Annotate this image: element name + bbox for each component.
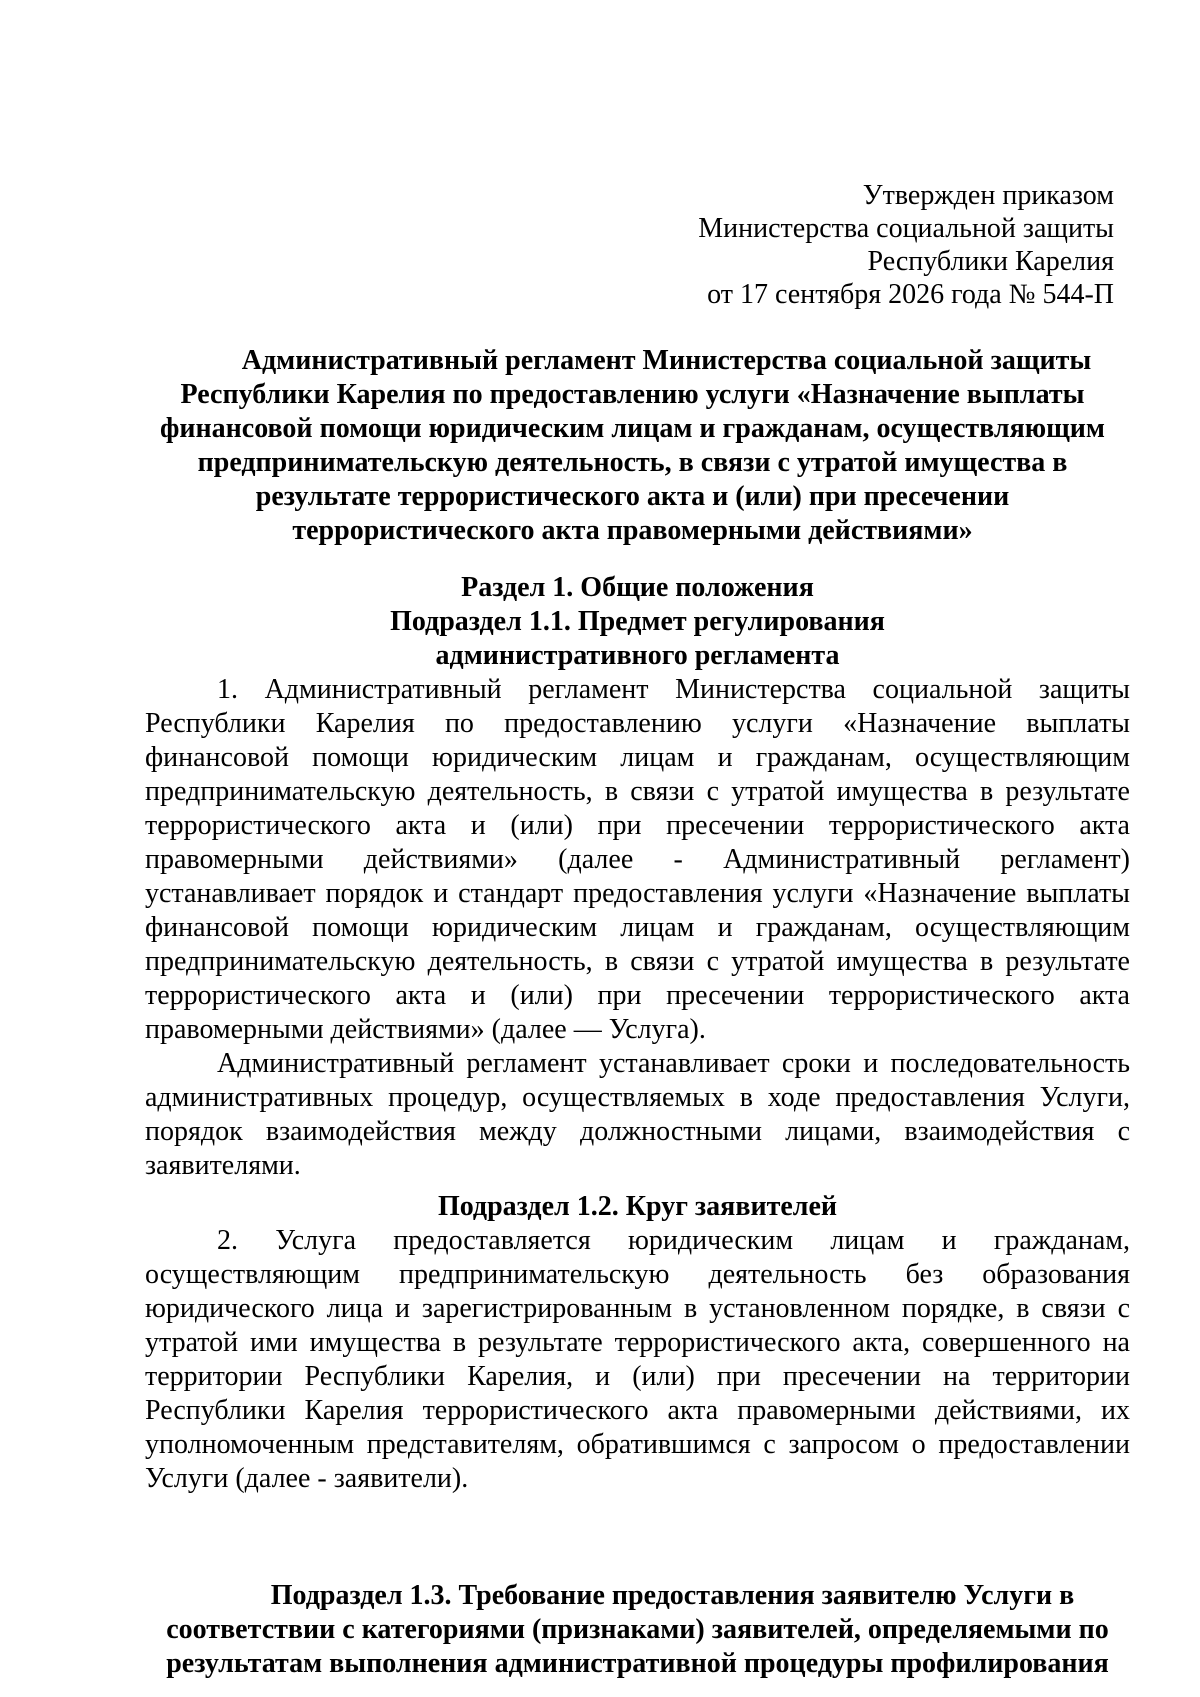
paragraph-2: 2. Услуга предоставляется юридическим лицам и гражданам, осуществляющим предпринимательскую деятельность без образования юридического лица и зарегистрированным в установленном порядке, в связи с утратой ими имущества в результате террористического акта, совершенного на территории Республики Карелия, и (или) при пресечении на территории Республики Карелия террористического акта правомерными действиями, их уполномоченным представителям, обратившимся с запросом о предоставлении Услуги (далее - заявители). xyxy=(145,1225,1130,1494)
paragraph-1-continued: Административный регламент устанавливает сроки и последовательность административных процедур, осуществляемых в ходе предоставления Услуги, порядок взаимодействия между должностными лицами, взаимодействия с заявителями. xyxy=(145,1048,1130,1181)
subsection-1-2-heading: Подраздел 1.2. Круг заявителей xyxy=(437,1191,838,1222)
subsection-1-3 xyxy=(145,1579,1130,1681)
approval-line-1: Утвержден приказом xyxy=(862,180,1114,211)
section-1-heading: Раздел 1. Общие положения xyxy=(461,572,814,603)
paragraph-1: 1. Административный регламент Министерства социальной защиты Республики Карелия по предоставлению услуги «Назначение выплаты финансовой помощи юридическим лицам и гражданам, осуществляющим предпринимательскую деятельность, в связи с утратой имущества в результате террористического акта и (или) при пресечении террористического акта правомерными действиями» (далее - Административный регламент) устанавливает порядок и стандарт предоставления услуги «Назначение выплаты финансовой помощи юридическим лицам и гражданам, осуществляющим предпринимательскую деятельность, в связи с утратой имущества в результате террористического акта и (или) при пресечении террористического акта правомерными действиями» (далее — Услуга). xyxy=(145,674,1130,1045)
subsection-1-3-heading: Подраздел 1.3. Требование предоставления заявителю Услуги в соответствии с категориями (признаками) заявителей, определяемыми по результатам выполнения административной процедуры профилирования xyxy=(166,1580,1109,1679)
approval-line-3: Республики Карелия xyxy=(867,246,1114,277)
subsection-1-1-heading: Подраздел 1.1. Предмет регулирования административного регламента xyxy=(390,606,885,671)
approval-stamp xyxy=(698,179,1114,311)
subsection-1-2 xyxy=(145,1190,1130,1496)
document-title: Административный регламент Министерства социальной защиты Республики Карелия по предоставлению услуги «Назначение выплаты финансовой помощи юридическим лицам и гражданам, осуществляющим предпринимательскую деятельность, в связи с утратой имущества в результате террористического акта и (или) при пресечении террористического акта правомерными действиями» xyxy=(160,345,1105,546)
approval-line-4: от 17 сентября 2026 года № 544-П xyxy=(707,279,1114,310)
approval-line-2: Министерства социальной защиты xyxy=(698,213,1114,244)
section-1 xyxy=(145,571,1130,1183)
